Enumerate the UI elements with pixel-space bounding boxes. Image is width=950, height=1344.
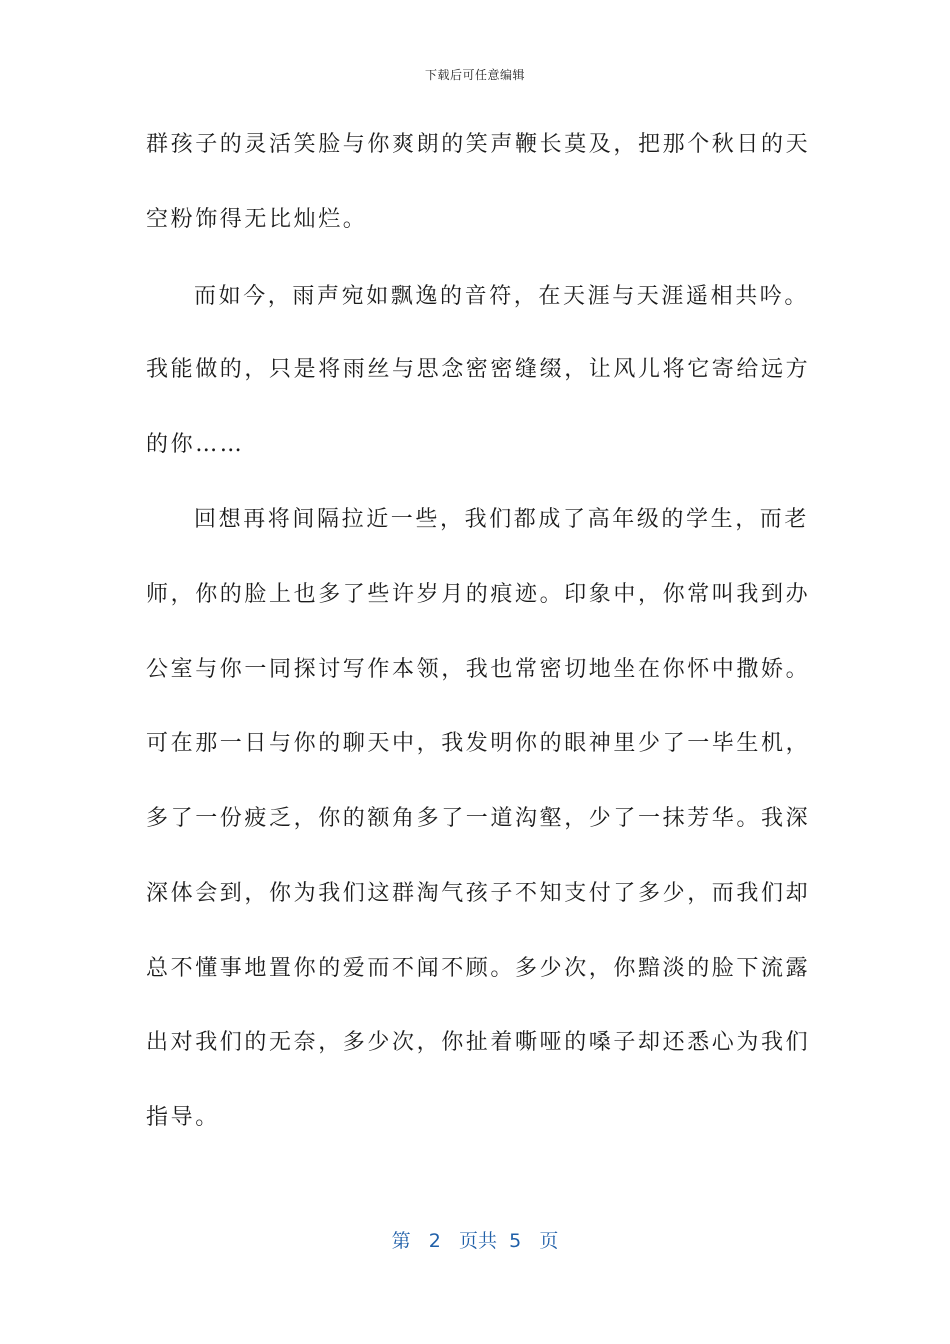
- footer-page-number: 2: [428, 1230, 441, 1252]
- page-header: 下载后可任意编辑: [424, 68, 525, 82]
- text-line: 出对我们的无奈，多少次，你扯着嘶哑的嗓子却还悉心为我们: [146, 1030, 811, 1055]
- footer-prefix: 第: [391, 1230, 411, 1252]
- text-line: 深体会到，你为我们这群淘气孩子不知支付了多少，而我们却: [146, 881, 811, 906]
- page-footer: [0, 1226, 950, 1253]
- footer-total-pages: 5: [509, 1230, 522, 1252]
- text-line: 的你……: [146, 432, 245, 457]
- text-line: 我能做的，只是将雨丝与思念密密缝缀，让风儿将它寄给远方: [146, 357, 811, 382]
- text-line: 师，你的脸上也多了些许岁月的痕迹。印象中，你常叫我到办: [146, 582, 811, 607]
- text-line: 指导。: [146, 1105, 220, 1130]
- text-line: 总不懂事地置你的爱而不闻不顾。多少次，你黯淡的脸下流露: [146, 956, 811, 981]
- text-line: 多了一份疲乏，你的额角多了一道沟壑，少了一抹芳华。我深: [146, 806, 811, 831]
- text-line: 公室与你一同探讨写作本领，我也常密切地坐在你怀中撒娇。: [146, 657, 811, 682]
- text-line: 而如今，雨声宛如飘逸的音符，在天涯与天涯遥相共吟。: [194, 284, 810, 309]
- text-line: 群孩子的灵活笑脸与你爽朗的笑声鞭长莫及，把那个秋日的天: [146, 132, 811, 157]
- footer-suffix: 页: [539, 1230, 559, 1252]
- text-line: 回想再将间隔拉近一些，我们都成了高年级的学生，而老: [194, 507, 810, 532]
- text-line: 可在那一日与你的聊天中，我发明你的眼神里少了一毕生机，: [146, 731, 811, 756]
- footer-middle: 页共: [459, 1230, 498, 1252]
- text-line: 空粉饰得无比灿烂。: [146, 207, 368, 232]
